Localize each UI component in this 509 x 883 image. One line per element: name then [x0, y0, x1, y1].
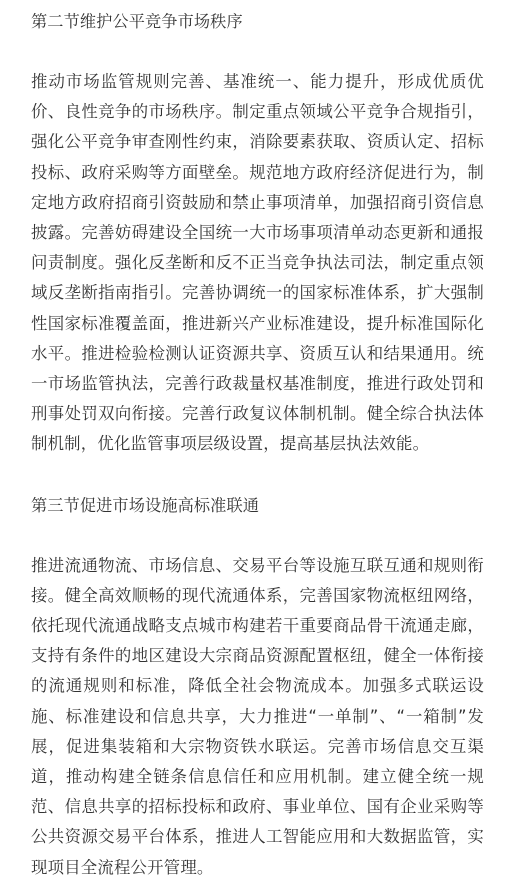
- section-title: 第三节促进市场设施高标准联通: [31, 495, 260, 515]
- section-paragraph: 推进流通物流、市场信息、交易平台等设施互联互通和规则衔接。健全高效顺畅的现代流通体系，完善国家物流枢纽网络，依托现代流通战略支点城市构建若干重要商品骨干流通走廊，支持有条件的地区建设大宗商品资源配置枢纽，健全一体衔接的流通规则和标准，降低全社会物流成本。加强多式联运设施、标准建设和信息共享，大力推进“一单制”、“一箱制”发展，促进集装箱和大宗物资铁水联运。完善市场信息交互渠道，推动构建全链条信息信任和应用机制。建立健全统一规范、信息共享的招标投标和政府、事业单位、国有企业采购等公共资源交易平台体系，推进人工智能应用和大数据监管，实现项目全流程公开管理。: [31, 555, 484, 877]
- section-title: 第二节维护公平竞争市场秩序: [31, 12, 243, 31]
- section-paragraph: 推动市场监管规则完善、基准统一、能力提升，形成优质优价、良性竞争的市场秩序。制定重点领域公平竞争合规指引，强化公平竞争审查刚性约束，消除要素获取、资质认定、招标投标、政府采购等方面壁垒。规范地方政府经济促进行为，制定地方政府招商引资鼓励和禁止事项清单，加强招商引资信息披露。完善妨碍建设全国统一大市场事项清单动态更新和通报问责制度。强化反垄断和反不正当竞争执法司法，制定重点领域反垄断指南指引。完善协调统一的国家标准体系，扩大强制性国家标准覆盖面，推进新兴产业标准建设，提升标准国际化水平。推进检验检测认证资源共享、资质互认和结果通用。统一市场监管执法，完善行政裁量权基准制度，推进行政处罚和刑事处罚双向衔接。完善行政复议体制机制。健全综合执法体制机制，优化监管事项层级设置，提高基层执法效能。: [31, 72, 484, 454]
